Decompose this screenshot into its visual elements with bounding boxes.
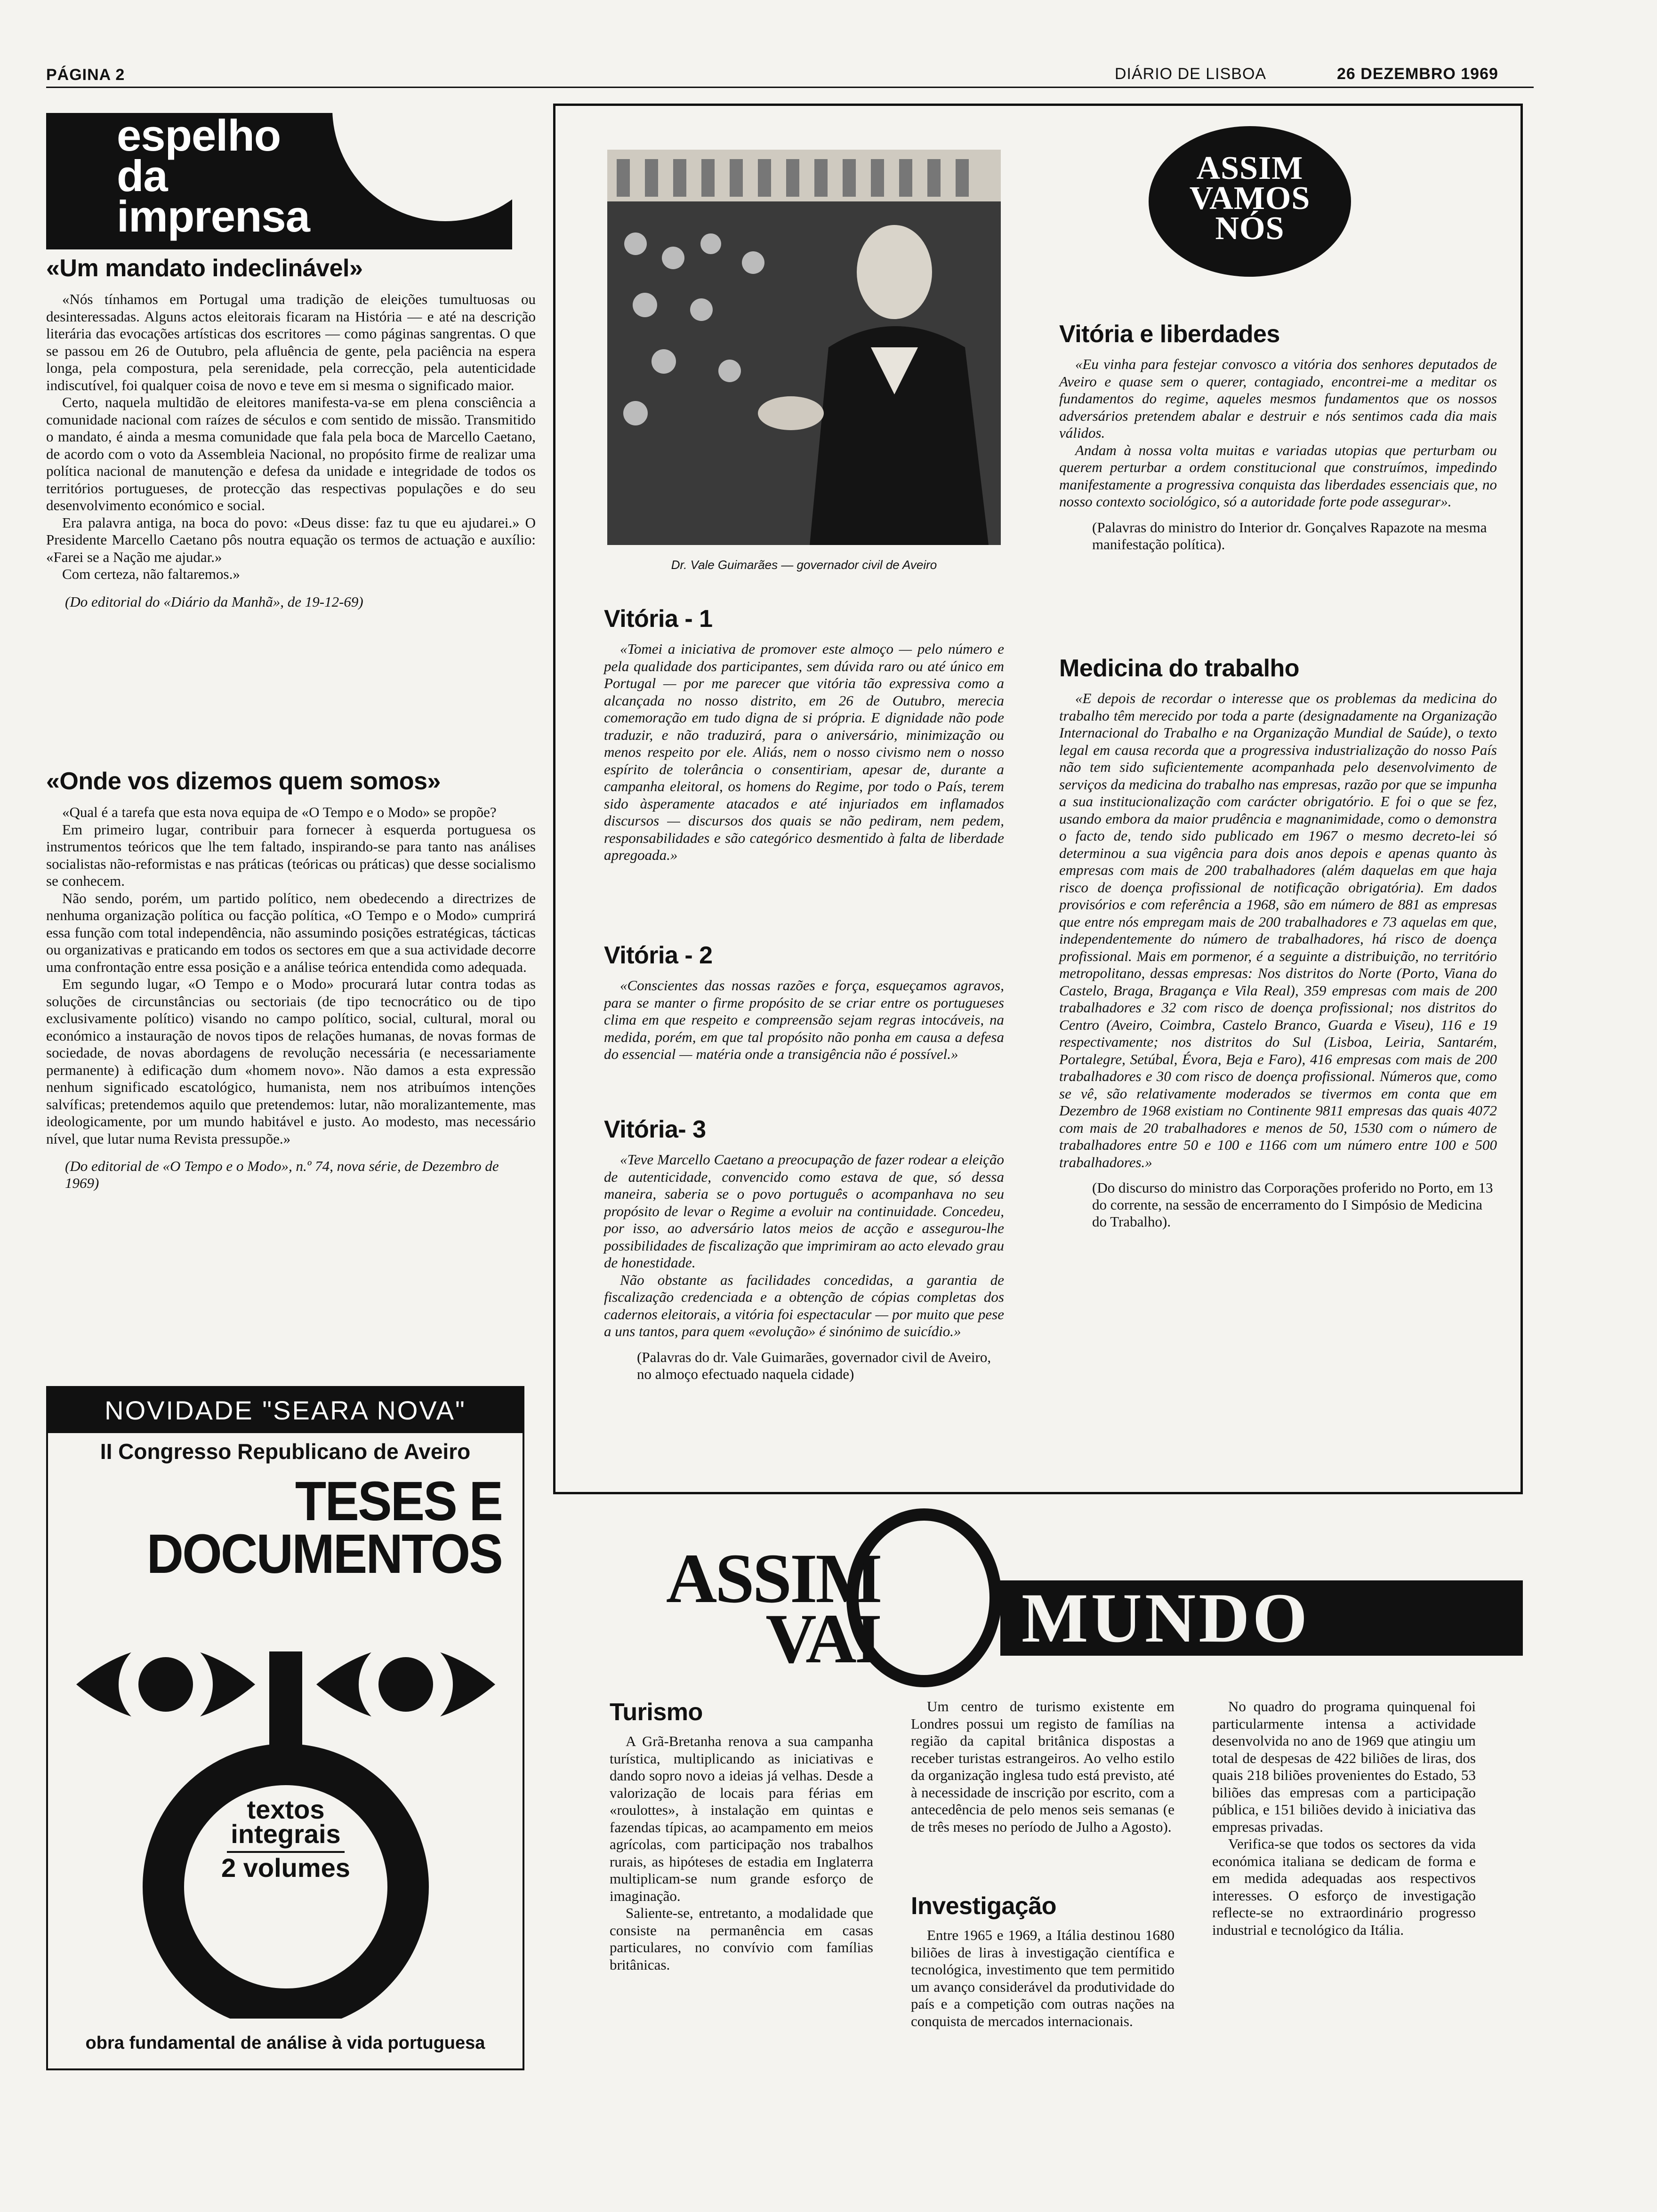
banner-word-da: da — [117, 151, 168, 200]
article-title: «Onde vos dizemos quem somos» — [46, 768, 441, 795]
article-title: Vitória- 3 — [604, 1116, 706, 1143]
photo-governador — [607, 150, 1001, 545]
article-quem-somos — [46, 767, 536, 1192]
paragraph: Não obstante as facilidades concedidas, a garantia de fiscalização credenciada e a obtenção de cópias completas dos cadernos eleitorais, a vitória foi espectacular — por muito que pese a uns tantos, para quem «evolução» é sinónimo de suicídio.» — [604, 1271, 1004, 1339]
ad-circle-text — [194, 1795, 378, 1883]
article-vitoria-3 — [604, 1115, 1004, 1383]
badge-line: ASSIM — [1196, 150, 1303, 186]
issue-date: 26 DEZEMBRO 1969 — [1337, 65, 1498, 83]
article-body — [1059, 356, 1497, 511]
paragraph: Um centro de turismo existente em Londres possui um registo de famílias na região da capital britânica dispostas a receber turistas estrangeiros. Ao velho estilo da organização inglesa tudo está previsto, até à necessidade de inscrição por escrito, com a antecedência de pelo menos seis semanas (e de três meses no período de Julho a Agosto). — [911, 1698, 1174, 1835]
espelho-da-imprensa-banner — [46, 113, 512, 249]
paragraph: A Grã-Bretanha renova a sua campanha turística, multiplicando as iniciativas e dando sopro novo a ideias já velhas. Desde a valorização de locais para férias em «roulottes», à instalação em quintas e fazendas típicas, ao acampamento em meios agrícolas, com participação nos trabalhos rurais, as hipóteses de estadia em Inglaterra multiplicam-se num grande esforço de imaginação. — [610, 1733, 873, 1904]
article-source: (Palavras do ministro do Interior dr. Gonçalves Rapazote na mesma manifestação política). — [1092, 519, 1487, 553]
heading-word-vai: VAI — [765, 1600, 880, 1678]
article-turismo — [610, 1698, 873, 1973]
paragraph: Não sendo, porém, um partido político, nem obedecendo a directrizes de nenhuma organização política ou facção política, «O Tempo e o Modo» cumprirá essa função com total independência, não assumindo posições estratégicas, tácticas ou organizativas e praticando em todos os sectores em que a sua actividade decorre uma confrontação entre essa posição e a análise teórica entendida como adequada. — [46, 890, 536, 975]
ad-title — [146, 1470, 502, 1585]
article-title: Turismo — [610, 1699, 703, 1726]
article-investigacao — [911, 1892, 1174, 2030]
article-body — [911, 1927, 1174, 2030]
assim-vai-heading — [635, 1539, 880, 1678]
article-body — [604, 977, 1004, 1063]
ad-title-line: DOCUMENTOS — [146, 1523, 502, 1585]
badge-line: NÓS — [1215, 210, 1285, 247]
ad-volumes: 2 volumes — [221, 1853, 350, 1883]
article-source: (Palavras do dr. Vale Guimarães, governador civil de Aveiro, no almoço efectuado naquela cidade) — [637, 1348, 991, 1382]
article-title: «Um mandato indeclinável» — [46, 255, 363, 282]
banner-circle-shape — [332, 113, 512, 221]
article-vitoria-1 — [604, 605, 1004, 864]
article-title: Medicina do trabalho — [1059, 655, 1300, 682]
paragraph: Com certeza, não faltaremos.» — [62, 566, 240, 582]
paragraph: «E depois de recordar o interesse que os problemas da medicina do trabalho têm merecido por toda a parte (designadamente na Organização Internacional do Trabalho e na Organização Mundial de Saúde), o texto legal em causa recorda que a progressiva industrialização do nosso País não tem sido suficientemente acompanhada pelo desenvolvimento de serviços da medicina do trabalho nas empresas, razão por que se impunha a sua institucionalização com carácter obrigatório. E foi o que se fez, usando embora da maior prudência e magnanimidade, como o demonstra o facto de, tendo sido publicado em 1967 o mesmo decreto-lei só determinou a sua vigência para dois anos depois e apenas quanto às empresas com mais de 200 trabalhadores (além daquelas em que haja risco de doença profissional de notificação obrigatória). Em dados provisórios e com referência a 1968, são em número de 881 as empresas que entre nós empregam mais de 200 trabalhadores e 73 aquelas em que, independentemente do número de trabalhadores, há risco de doença profissional. Mais em pormenor, é a seguinte a distribuição, no território metropolitano, dessas empresas: Nos distritos do Norte (Porto, Viana do Castelo, Braga, Bragança e Vila Real), 359 empresas com mais de 200 trabalhadores e 32 com risco de doença profissional; nos distritos do Centro (Aveiro, Coimbra, Castelo Branco, Guarda e Viseu), 116 e 19 respectivamente; nos distritos do Sul (Lisboa, Leiria, Santarém, Portalegre, Setúbal, Évora, Beja e Faro), 416 empresas com mais de 200 trabalhadores e 30 com risco de doença profissional. Números que, como se vê, são relativamente moderados se tivermos em conta que em Dezembro de 1968 existiam no Continente 9811 empresas das quais 4072 com mais de 20 trabalhadores e menos de 50, 1530 com o número de trabalhadores entre 50 e 100 e 1166 com um número entre 100 e 500 trabalhadores.» — [1059, 690, 1497, 1170]
ad-circle-line: textos — [247, 1795, 325, 1824]
article-vitoria-2 — [604, 941, 1004, 1063]
badge-line: VAMOS — [1189, 180, 1311, 216]
article-mandato — [46, 254, 536, 610]
article-title: Vitória - 1 — [604, 605, 713, 633]
paragraph: «Qual é a tarefa que esta nova equipa de «O Tempo e o Modo» se propõe? — [62, 804, 497, 820]
article-turismo-continued — [911, 1698, 1174, 1835]
article-source: (Do editorial do «Diário da Manhã», de 19-12-69) — [65, 593, 363, 610]
article-source: (Do editorial de «O Tempo e o Modo», n.º 74, nova série, de Dezembro de 1969) — [65, 1158, 499, 1191]
paragraph: Verifica-se que todos os sectores da vida económica italiana se dedicam de forma e em medida adequadas aos respectivos interesses. O esforço de investigação reflecte-se no extraordinário progresso industrial e tecnológico da Itália. — [1212, 1835, 1476, 1938]
paragraph: Era palavra antiga, na boca do povo: «Deus disse: faz tu que eu ajudarei.» O Presidente Marcello Caetano pôs noutra equação os termos de actuação e auxílio: «Farei se a Nação me ajudar.» — [46, 514, 536, 565]
paragraph: «Conscientes das nossas razões e força, esqueçamos agravos, para se manter o firme propósito de se criar entre os portugueses clima em que respeito e compreensão sejam regras intocáveis, na medida, porém, em que tal propósito não ponha em causa a defesa do essencial — matéria onde a transigência não é possível.» — [604, 977, 1004, 1062]
paragraph: Entre 1965 e 1969, a Itália destinou 1680 biliões de liras à investigação científica e tecnológica, investimento que tem permitido um avanço considerável da produtividade do país e a competição com outras nações na conquista de mercados internacionais. — [911, 1927, 1174, 2029]
article-body — [46, 804, 536, 1147]
article-source: (Do discurso do ministro das Corporações proferido no Porto, em 13 do corrente, na sessão de encerramento do I Simpósio de Medicina do Trabalho). — [1092, 1179, 1493, 1230]
ad-banner: NOVIDADE "SEARA NOVA" — [48, 1388, 523, 1433]
ad-congress-line: II Congresso Republicano de Aveiro — [100, 1439, 471, 1464]
ad-footer: obra fundamental de análise à vida portuguesa — [85, 2033, 485, 2053]
photo-placeholder — [607, 150, 1001, 545]
photo-caption: Dr. Vale Guimarães — governador civil de Aveiro — [671, 558, 937, 572]
article-vitoria-liberdades — [1059, 320, 1497, 553]
article-body — [1212, 1698, 1476, 1939]
paragraph: Andam à nossa volta muitas e variadas utopias que perturbam ou querem perturbar a ordem constitucional que construímos, impedindo manifestamente a progressiva conquista das liberdades essenciais que, no nosso contexto sociológico, só a autoridade forte pode assegurar». — [1059, 441, 1497, 510]
page-label: PÁGINA 2 — [46, 66, 125, 84]
article-title: Vitória - 2 — [604, 942, 713, 969]
paragraph: «Tomei a iniciativa de promover este almoço — pelo número e pela qualidade dos participantes, sem dúvida raro ou até único em Portugal — por me parecer que vitória tão expressiva como a alcançada no nosso distrito, em 26 de Outubro, merecia comemoração em tudo digna de si própria. E dignidade não pode traduzir, e não traduzirá, para o aniversário, minimização ou menos respeito por ele. Aliás, nem o nosso civismo nem o nosso espírito de tolerância o consentiriam, apesar de, durante a campanha eleitoral, os homens do Regime, por todo o País, terem sido àsperamente atacados e até injuriados em inflamados discursos — discursos dos quais se não pediram, nem pedem, responsabilidades e são categórico desmentido à falta de liberdade apregoada.» — [604, 641, 1004, 863]
banner-word-espelho: espelho — [117, 113, 281, 160]
article-body — [46, 291, 536, 583]
article-body — [604, 641, 1004, 864]
paragraph: Saliente-se, entretanto, a modalidade que consiste na permanência em casas particulares, no convívio com famílias britânicas. — [610, 1905, 873, 1973]
paragraph: «Eu vinha para festejar convosco a vitória dos senhores deputados de Aveiro e quase sem o querer, contagiado, encontrei-me a meditar os fundamentos do regime, aqueles mesmos fundamentos que os nossos adversários pretendem abalar e destruir e nós sentimos cada dia mais válidos. — [1059, 356, 1497, 441]
paragraph: «Teve Marcello Caetano a preocupação de fazer rodear a eleição de autenticidade, convencido como estava de que, só dessa maneira, saberia se o povo português o acompanhava no seu propósito de levar o Regime a evoluir na continuidade. Concedeu, por isso, ao adversário latos meios de acção e assegurou-lhe possibilidades de fiscalização que imprimiram ao acto elevado grau de honestidade. — [604, 1151, 1004, 1271]
article-title: Investigação — [911, 1892, 1057, 1920]
paragraph: Em primeiro lugar, contribuir para fornecer à esquerda portuguesa os instrumentos teóricos que lhe tem faltado, inspirando-se para tanto nas análises socialistas não-reformistas e nas práticas (teóricas ou práticas) que desse socialismo se conhecem. — [46, 821, 536, 889]
article-body — [1059, 690, 1497, 1171]
article-medicina-trabalho — [1059, 654, 1497, 1230]
ad-circle-line: integrais — [231, 1819, 341, 1849]
article-body — [604, 1151, 1004, 1340]
paragraph: Certo, naquela multidão de eleitores manifesta-va-se em plena consciência a comunidade nacional com raízes de séculos e com sentido de missão. Transmitido o mandato, é ainda a mesma comunidade que fala pela boca de Marcello Caetano, de acordo com o voto da Assembleia Nacional, no propósito firme de realizar uma política nacional de manutenção e defesa da unidade e integridade de todos os territórios portugueses, de protecção das respectivas populações e do seu desenvolvimento económico e social. — [46, 394, 536, 513]
heading-word-mundo: MUNDO — [1022, 1579, 1311, 1657]
article-investigacao-continued — [1212, 1698, 1476, 1939]
banner-word-imprensa: imprensa — [117, 192, 310, 241]
heading-word-assim: ASSIM — [666, 1539, 880, 1618]
paragraph: «Nós tínhamos em Portugal uma tradição de eleições tumultuosas ou desinteressadas. Alguns actos eleitorais ficaram na História — e até na descrição literária das evocações artísticas dos escritores — como páginas sangrentas. O que se passou em 26 de Outubro, pela afluência de gente, pela paciência na espera longa, pela compostura, pela serenidade, pela correcção, pela autenticidade indiscutível, foi qualquer coisa de novo e teve em si mesma o significado maior. — [46, 291, 536, 393]
assim-vamos-nos-badge — [1149, 126, 1351, 277]
article-title: Vitória e liberdades — [1059, 321, 1280, 348]
paragraph: Em segundo lugar, «O Tempo e o Modo» procurará lutar contra todas as soluções de circunstâncias ou sectoriais (de tipo tecnocrático ou de tipo exclusivamente político) visando no campo político, social, cultural, moral ou económico a instauração de novos tipos de relações humanas, de novas formas de sociedade, de novas abordagens de revolução necessária (e necessariamente permanente) à edificação dum «homem novo». Não damos a esta expressão nenhum significado escatológico, humanista, nem nos atribuímos intenções salvíficas; pretendemos aquilo que pretendemos: lutar, não moralizantemente, mas ideologicamente, por um mundo habitável e justo. Ao modesto, mas necessário nível, que lutar numa Revista pressupõe.» — [46, 976, 536, 1147]
seara-nova-advert — [46, 1386, 524, 2070]
article-body — [911, 1698, 1174, 1835]
paragraph: No quadro do programa quinquenal foi particularmente intensa a actividade desenvolvida no ano de 1969 que atingiu um total de despesas de 422 biliões de liras, dos quais 218 biliões provenientes do Estado, 53 biliões das empresas com a participação pública, e 151 biliões devido à iniciativa das empresas privadas. — [1212, 1698, 1476, 1835]
ad-title-line: TESES E — [295, 1470, 502, 1532]
newspaper-name: DIÁRIO DE LISBOA — [1115, 65, 1267, 83]
article-body — [610, 1733, 873, 1973]
